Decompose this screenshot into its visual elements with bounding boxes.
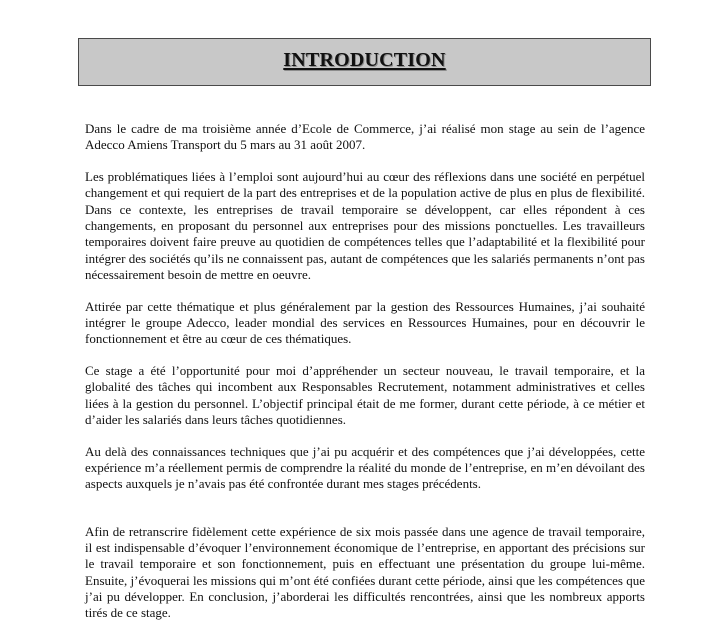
title-box bbox=[78, 38, 651, 86]
page-title: INTRODUCTION bbox=[283, 48, 446, 71]
paragraph-objectifs: Ce stage a été l’opportunité pour moi d’appréhender un secteur nouveau, le travail temporaire, et la globalité des tâches qui incombent aux Responsables Recrutement, notamment administratives et celles liées à la gestion du personnel. L’objectif principal était de me former, durant cette période, à ce métier et d’aider les salariés dans leurs tâches quotidiennes. bbox=[85, 363, 645, 427]
paragraph-motivation: Attirée par cette thématique et plus généralement par la gestion des Ressources Humaines, j’ai souhaité intégrer le groupe Adecco, leader mondial des services en Ressources Humaines, pour en découvrir le fonctionnement et être au cœur de ces thématiques. bbox=[85, 298, 645, 347]
document-body bbox=[85, 121, 645, 637]
paragraph-intro: Dans le cadre de ma troisième année d’Ecole de Commerce, j’ai réalisé mon stage au sein de l’agence Adecco Amiens Transport du 5 mars au 31 août 2007. bbox=[85, 121, 645, 153]
paragraph-plan: Afin de retranscrire fidèlement cette expérience de six mois passée dans une agence de travail temporaire, il est indispensable d’évoquer l’environnement économique de l’entreprise, en apportant des précisions sur le travail temporaire et son fonctionnement, puis en effectuant une présentation du groupe lui-même. Ensuite, j’évoquerai les missions qui m’ont été confiées durant cette période, ainsi que les compétences que j’ai pu développer. En conclusion, j’aborderai les difficultés rencontrées, ainsi que les nombreux apports tirés de ce stage. bbox=[85, 523, 645, 621]
paragraph-problematiques: Les problématiques liées à l’emploi sont aujourd’hui au cœur des réflexions dans une société en perpétuel changement et qui requiert de la part des entreprises et de la population active de plus en plus de flexibilité. Dans ce contexte, les entreprises de travail temporaire se développent, car elles répondent à ces changements, en proposant du personnel aux entreprises pour des missions ponctuelles. Les travailleurs temporaires doivent faire preuve au quotidien de compétences telles que l’adaptabilité et la flexibilité pour intégrer des sociétés qu’ils ne connaissent pas, autant de compétences que les salariés permanents n’ont pas nécessairement besoin de mettre en oeuvre. bbox=[85, 169, 645, 282]
paragraph-apports: Au delà des connaissances techniques que j’ai pu acquérir et des compétences que j’ai développées, cette expérience m’a réellement permis de comprendre la réalité du monde de l’entreprise, en m’en dévoilant des aspects auxquels je n’avais pas été confrontée durant mes stages précédents. bbox=[85, 443, 645, 492]
